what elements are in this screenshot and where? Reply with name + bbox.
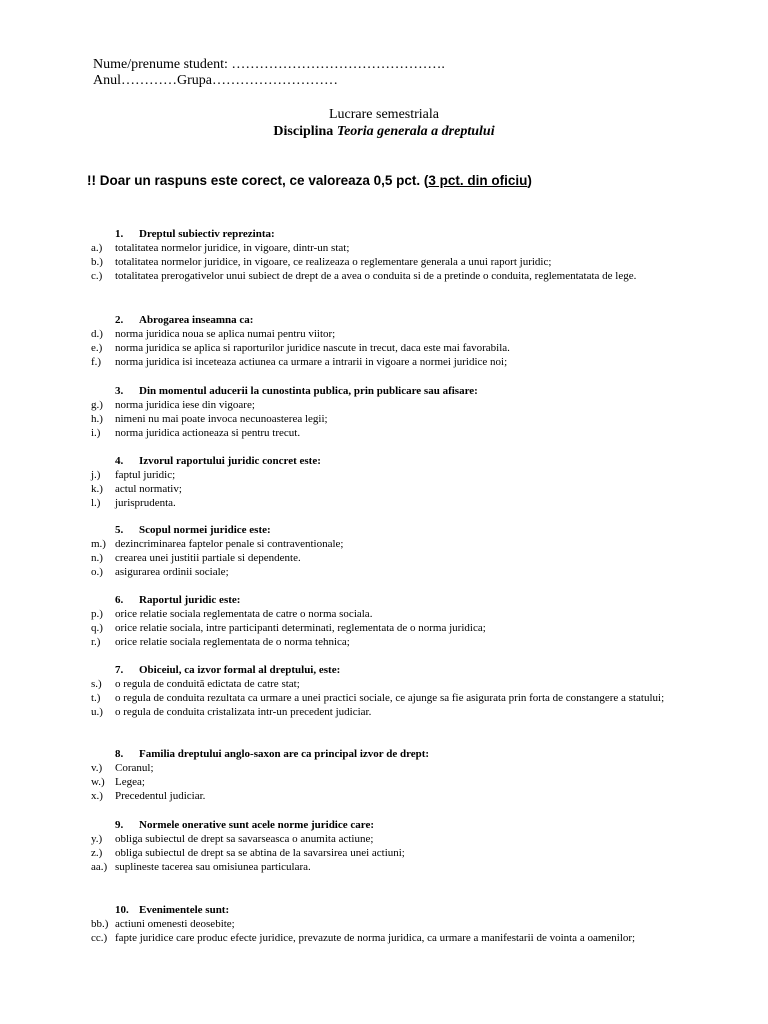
question-block	[91, 903, 715, 945]
answer-option	[91, 931, 715, 945]
option-text: norma juridica se aplica si raporturilor juridice nascute in trecut, daca este mai favorabila.	[115, 342, 510, 354]
option-text: norma juridica iese din vigoare;	[115, 399, 255, 411]
option-letter: i.)	[91, 427, 101, 439]
question-number: 1.	[115, 228, 124, 240]
option-letter: d.)	[91, 328, 103, 340]
option-letter: v.)	[91, 762, 103, 774]
option-text: orice relatie sociala, intre participanti determinati, reglementata de o norma juridica;	[115, 622, 486, 634]
answer-option	[91, 341, 715, 355]
question-number: 9.	[115, 819, 124, 831]
answer-option	[91, 269, 715, 283]
option-letter: b.)	[91, 256, 103, 268]
document-title: Lucrare semestriala	[329, 107, 439, 122]
option-letter: h.)	[91, 413, 103, 425]
option-letter: x.)	[91, 790, 103, 802]
option-letter: k.)	[91, 483, 103, 495]
option-text: norma juridica isi inceteaza actiunea ca urmare a intrarii in vigoare a normei juridice noi;	[115, 356, 508, 368]
answer-option	[91, 917, 715, 931]
option-text: Precedentul judiciar.	[115, 790, 206, 802]
warning-close: )	[527, 173, 532, 188]
answer-option	[91, 355, 715, 369]
discipline-name: Teoria generala a dreptului	[336, 124, 495, 139]
option-letter: z.)	[91, 847, 103, 859]
option-text: asigurarea ordinii sociale;	[115, 566, 229, 578]
option-letter: j.)	[91, 469, 101, 481]
question-title	[115, 818, 715, 832]
option-text: jurisprudenta.	[115, 497, 176, 509]
option-text: nimeni nu mai poate invoca necunoasterea legii;	[115, 413, 328, 425]
question-title	[115, 663, 715, 677]
answer-option	[91, 832, 715, 846]
question-text: Normele onerative sunt acele norme juridice care:	[139, 819, 374, 831]
option-letter: r.)	[91, 636, 101, 648]
scoring-warning	[87, 172, 532, 189]
question-title	[115, 593, 715, 607]
option-letter: w.)	[91, 776, 105, 788]
option-text: orice relatie sociala reglementata de catre o norma sociala.	[115, 608, 373, 620]
question-text: Din momentul aducerii la cunostinta publica, prin publicare sau afisare:	[139, 385, 478, 397]
answer-option	[91, 789, 715, 803]
question-number: 2.	[115, 314, 124, 326]
option-letter: p.)	[91, 608, 103, 620]
option-text: actiuni omenesti deosebite;	[115, 918, 235, 930]
question-block	[91, 523, 715, 579]
option-text: totalitatea prerogativelor unui subiect de drept de a avea o conduita si de a pretinde o conduita, reglementatata de lege.	[115, 270, 637, 282]
option-letter: s.)	[91, 678, 102, 690]
option-letter: e.)	[91, 342, 103, 354]
discipline-line	[0, 123, 768, 140]
question-number: 7.	[115, 664, 124, 676]
option-letter: f.)	[91, 356, 102, 368]
option-text: o regula de conduită edictata de catre stat;	[115, 678, 300, 690]
question-block	[91, 593, 715, 649]
year-group-line: Anul…………Grupa………………………	[93, 73, 338, 88]
question-title	[115, 384, 715, 398]
warning-text: !! Doar un raspuns este corect, ce valoreaza 0,5 pct. (	[87, 173, 429, 188]
question-title	[115, 747, 715, 761]
option-letter: o.)	[91, 566, 103, 578]
answer-option	[91, 677, 715, 691]
option-letter: aa.)	[91, 861, 108, 873]
option-text: norma juridica actioneaza si pentru trecut.	[115, 427, 301, 439]
option-text: suplineste tacerea sau omisiunea particulara.	[115, 861, 311, 873]
option-letter: bb.)	[91, 918, 109, 930]
question-text: Dreptul subiectiv reprezinta:	[139, 228, 275, 240]
question-block	[91, 663, 715, 719]
question-block	[91, 227, 715, 283]
option-letter: y.)	[91, 833, 103, 845]
question-title	[115, 313, 715, 327]
option-text: o regula de conduita cristalizata intr-un precedent judiciar.	[115, 706, 372, 718]
option-text: norma juridica noua se aplica numai pentru viitor;	[115, 328, 336, 340]
question-title	[115, 903, 715, 917]
option-letter: a.)	[91, 242, 103, 254]
question-text: Evenimentele sunt:	[139, 904, 230, 916]
question-block	[91, 313, 715, 369]
option-letter: l.)	[91, 497, 101, 509]
answer-option	[91, 468, 715, 482]
option-letter: u.)	[91, 706, 103, 718]
answer-option	[91, 327, 715, 341]
question-number: 4.	[115, 455, 124, 467]
question-number: 6.	[115, 594, 124, 606]
question-block	[91, 384, 715, 440]
option-text: totalitatea normelor juridice, in vigoare, dintr-un stat;	[115, 242, 350, 254]
question-number: 10.	[115, 904, 129, 916]
question-block	[91, 818, 715, 874]
answer-option	[91, 846, 715, 860]
answer-option	[91, 412, 715, 426]
answer-option	[91, 482, 715, 496]
answer-option	[91, 691, 715, 705]
answer-option	[91, 860, 715, 874]
question-title	[115, 454, 715, 468]
question-text: Abrogarea inseamna ca:	[139, 314, 254, 326]
answer-option	[91, 255, 715, 269]
answer-option	[91, 621, 715, 635]
discipline-label: Disciplina	[273, 124, 334, 139]
answer-option	[91, 635, 715, 649]
question-number: 5.	[115, 524, 124, 536]
option-text: totalitatea normelor juridice, in vigoare, ce realizeaza o reglementare generala a unui raport juridic;	[115, 256, 552, 268]
answer-option	[91, 705, 715, 719]
option-letter: cc.)	[91, 932, 108, 944]
question-text: Familia dreptului anglo-saxon are ca principal izvor de drept:	[139, 748, 430, 760]
question-number: 3.	[115, 385, 124, 397]
option-text: crearea unei justitii partiale si dependente.	[115, 552, 301, 564]
option-letter: t.)	[91, 692, 101, 704]
option-letter: g.)	[91, 399, 103, 411]
answer-option	[91, 496, 715, 510]
answer-option	[91, 607, 715, 621]
question-title	[115, 523, 715, 537]
question-text: Izvorul raportului juridic concret este:	[139, 455, 321, 467]
answer-option	[91, 426, 715, 440]
option-text: obliga subiectul de drept sa savarseasca o anumita actiune;	[115, 833, 374, 845]
option-letter: n.)	[91, 552, 103, 564]
option-text: dezincriminarea faptelor penale si contraventionale;	[115, 538, 344, 550]
option-text: Coranul;	[115, 762, 154, 774]
option-text: o regula de conduita rezultata ca urmare a unei practici sociale, ce ajunge sa fie asigurata prin forta de constangere a statului;	[115, 692, 665, 704]
answer-option	[91, 775, 715, 789]
question-block	[91, 454, 715, 510]
warning-underlined: 3 pct. din oficiu	[428, 173, 528, 188]
student-name-line: Nume/prenume student: ……………………………………….	[93, 57, 445, 72]
question-title	[115, 227, 715, 241]
option-text: orice relatie sociala reglementata de o norma tehnica;	[115, 636, 350, 648]
answer-option	[91, 398, 715, 412]
question-block	[91, 747, 715, 803]
answer-option	[91, 761, 715, 775]
question-text: Raportul juridic este:	[139, 594, 241, 606]
question-text: Scopul normei juridice este:	[139, 524, 271, 536]
option-letter: q.)	[91, 622, 103, 634]
answer-option	[91, 551, 715, 565]
option-text: Legea;	[115, 776, 145, 788]
option-text: actul normativ;	[115, 483, 182, 495]
answer-option	[91, 537, 715, 551]
option-text: obliga subiectul de drept sa se abtina de la savarsirea unei actiuni;	[115, 847, 405, 859]
option-text: faptul juridic;	[115, 469, 176, 481]
option-letter: c.)	[91, 270, 103, 282]
question-number: 8.	[115, 748, 124, 760]
answer-option	[91, 241, 715, 255]
answer-option	[91, 565, 715, 579]
option-text: fapte juridice care produc efecte juridice, prevazute de norma juridica, ca urmare a manifestarii de vointa a oamenilor;	[115, 932, 636, 944]
question-text: Obiceiul, ca izvor formal al dreptului, este:	[139, 664, 341, 676]
option-letter: m.)	[91, 538, 106, 550]
